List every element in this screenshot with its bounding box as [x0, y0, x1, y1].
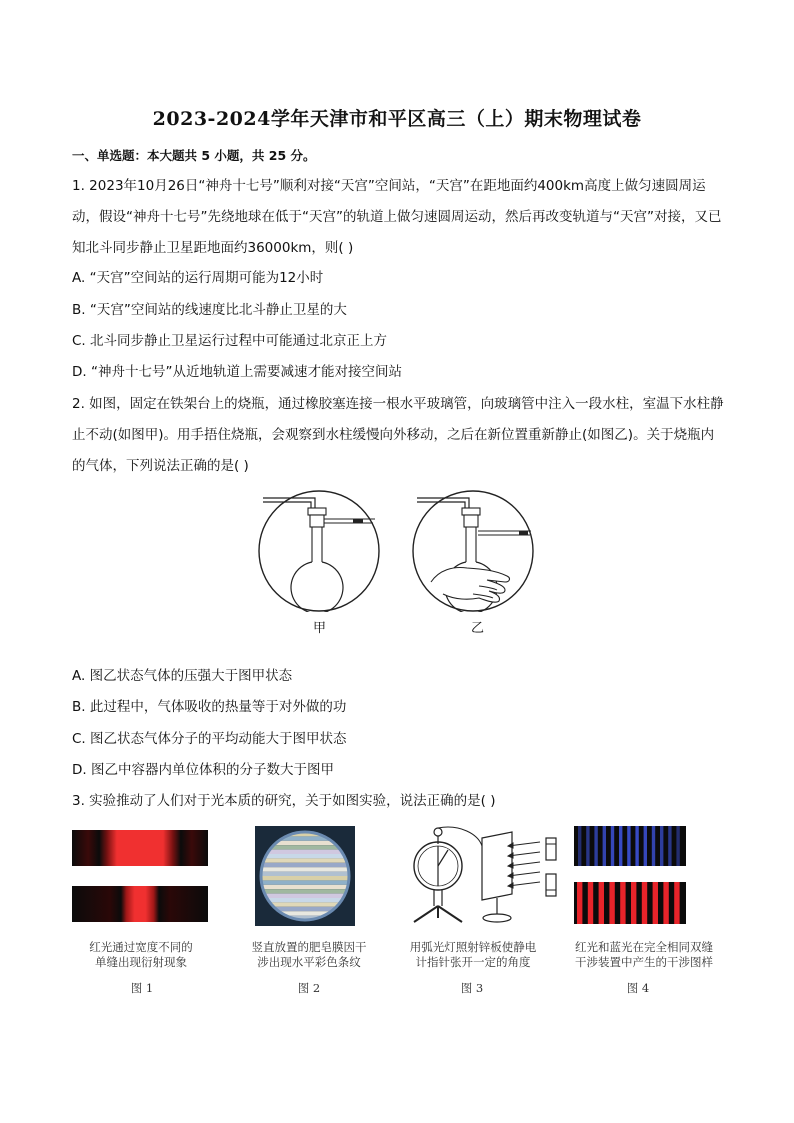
red-fringe — [609, 882, 614, 924]
figure1-label: 图 1 — [130, 981, 154, 995]
blue-fringe — [635, 826, 638, 866]
flask-figure-jia — [255, 490, 383, 612]
figure3-caption — [388, 940, 558, 970]
blue-fringe — [594, 826, 597, 866]
blue-fringe — [586, 826, 589, 866]
q2-option-b: B. 此过程中，气体吸收的热量等于对外做的功 — [72, 699, 347, 715]
red-fringe — [642, 882, 647, 924]
q2-option-a: A. 图乙状态气体的压强大于图甲状态 — [72, 668, 293, 684]
soap-film-stripe — [255, 872, 355, 876]
diffraction-image — [72, 830, 208, 922]
blue-fringe — [619, 826, 622, 866]
figure1-caption — [56, 940, 226, 970]
red-fringe — [631, 882, 636, 924]
q1-option-a: A. “天宫”空间站的运行周期可能为12小时 — [72, 270, 324, 286]
red-fringe — [663, 882, 668, 924]
blue-fringe — [627, 826, 630, 866]
page-title: 2023-2024学年天津市和平区高三（上）期末物理试卷 — [152, 108, 642, 130]
red-fringe — [577, 882, 582, 924]
q3-stem: 3. 实验推动了人们对于光本质的研究，关于如图实验，说法正确的是( ) — [72, 793, 496, 809]
soap-film-stripe — [255, 885, 355, 889]
red-fringe — [620, 882, 625, 924]
red-fringe — [599, 882, 604, 924]
soap-film-stripe — [255, 854, 355, 858]
figure4-label: 图 4 — [626, 981, 650, 995]
figure2-caption-line2: 涉出现水平彩色条纹 — [257, 955, 361, 969]
figure2-caption-line1: 竖直放置的肥皂膜因干 — [251, 940, 367, 954]
electroscope-image — [400, 826, 570, 926]
blue-fringe — [578, 826, 581, 866]
figure-label-yi: 乙 — [471, 621, 485, 636]
figure-label-jia: 甲 — [313, 621, 327, 636]
q1-stem: 1. 2023年10月26日“神舟十七号”顺利对接“天宫”空间站，“天宫”在距地面约400km高度上做匀速圆周运动，假设“神舟十七号”先绕地球在低于“天宫”的轨道上做匀速圆周运动，然后再改变轨道与“天宫”对接，又已知北斗同步静止卫星距地面约36000km，则( ) — [72, 178, 722, 256]
q1-option-d: D. “神舟十七号”从近地轨道上需要减速才能对接空间站 — [72, 364, 402, 380]
q2-stem: 2. 如图，固定在铁架台上的烧瓶，通过橡胶塞连接一根水平玻璃管，向玻璃管中注入一段水柱，室温下水柱静止不动(如图甲)。用手捂住烧瓶，会观察到水柱缓慢向外移动，之后在新位置重新静止(如图乙)。关于烧瓶内的气体，下列说法正确的是( ) — [72, 396, 724, 474]
red-fringe — [588, 882, 593, 924]
q2-option-d: D. 图乙中容器内单位体积的分子数大于图甲 — [72, 762, 334, 778]
flask-figure-yi — [409, 490, 537, 612]
red-fringe — [653, 882, 658, 924]
soap-film-stripe — [255, 880, 355, 884]
q1-option-b: B. “天宫”空间站的线速度比北斗静止卫星的大 — [72, 302, 347, 318]
blue-fringe — [660, 826, 663, 866]
soap-film-image — [255, 826, 355, 926]
blue-fringe — [603, 826, 606, 866]
section-heading: 一、单选题：本大题共 5 小题，共 25 分。 — [72, 148, 316, 163]
soap-film-stripe — [255, 876, 355, 880]
blue-fringe — [676, 826, 679, 866]
figure1-caption-line2: 单缝出现衍射现象 — [95, 955, 187, 969]
blue-fringe — [668, 826, 671, 866]
figure4-caption-line1: 红光和蓝光在完全相同双缝 — [575, 940, 713, 954]
figure2-caption — [224, 940, 394, 970]
red-fringe — [674, 882, 679, 924]
blue-fringe — [652, 826, 655, 866]
figure3-caption-line2: 计指针张开一定的角度 — [415, 955, 531, 969]
soap-film-stripe — [255, 894, 355, 898]
interference-image — [574, 826, 686, 924]
figure2-label: 图 2 — [297, 981, 321, 995]
soap-film-stripe — [255, 858, 355, 862]
figure4-caption-line2: 干涉装置中产生的干涉图样 — [575, 955, 713, 969]
soap-film-stripe — [255, 867, 355, 871]
q2-option-c: C. 图乙状态气体分子的平均动能大于图甲状态 — [72, 731, 347, 747]
blue-fringe — [611, 826, 614, 866]
q1-option-c: C. 北斗同步静止卫星运行过程中可能通过北京正上方 — [72, 333, 388, 349]
figure3-caption-line1: 用弧光灯照射锌板使静电 — [409, 940, 537, 954]
figure3-label: 图 3 — [460, 981, 484, 995]
soap-film-stripe — [255, 863, 355, 867]
blue-fringe — [644, 826, 647, 866]
figure1-caption-line1: 红光通过宽度不同的 — [89, 940, 193, 954]
soap-film-stripe — [255, 889, 355, 893]
figure4-caption — [554, 940, 734, 970]
